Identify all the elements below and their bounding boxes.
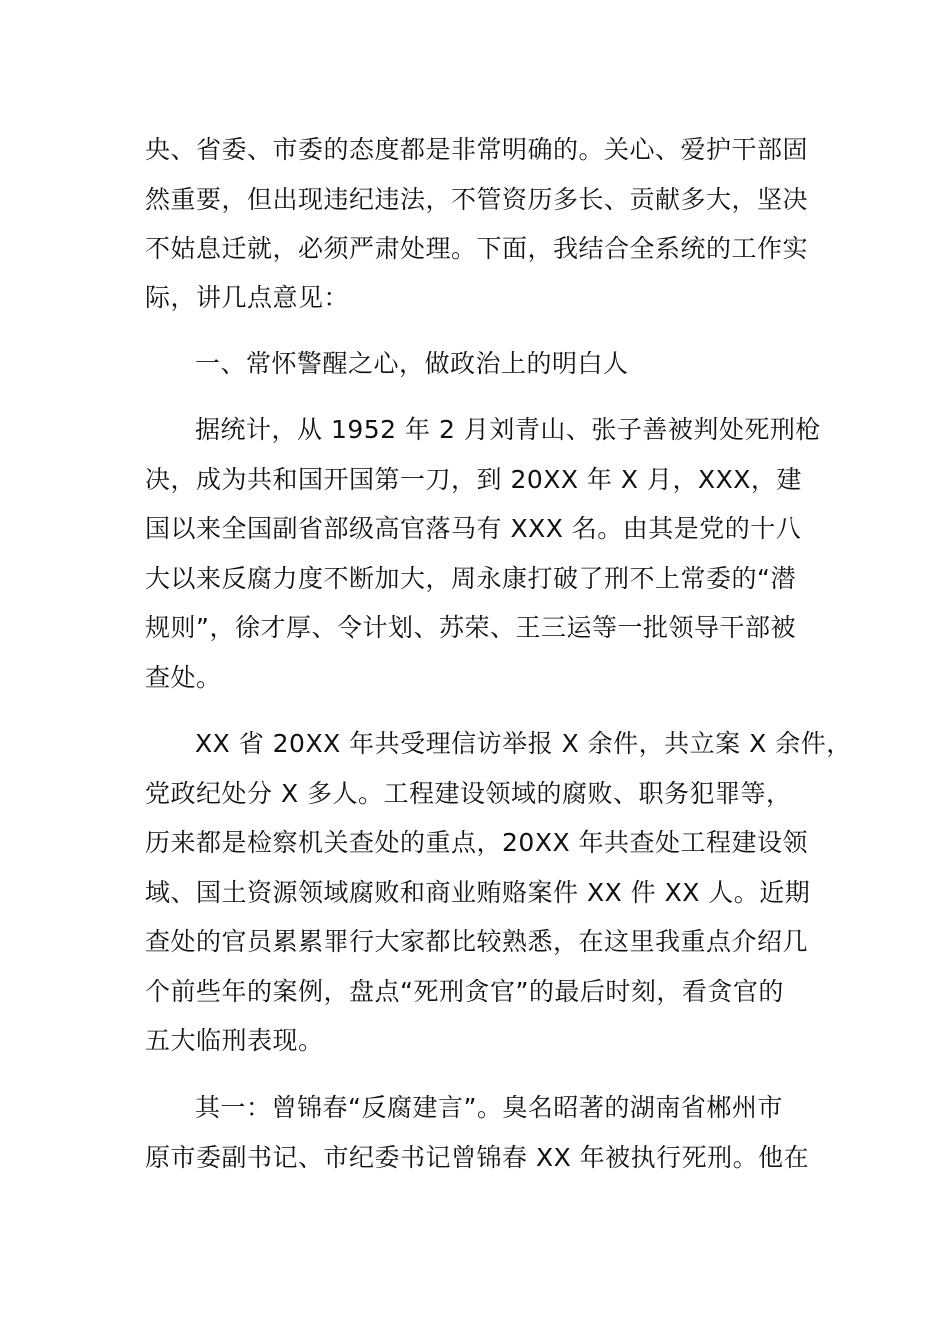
text-line: 查处的官员累累罪行大家都比较熟悉，在这里我重点介绍几 [145, 927, 809, 956]
text-line: 据统计，从 1952 年 2 月刘青山、张子善被判处死刑枪 [195, 415, 821, 444]
text-line: 查处。 [145, 663, 222, 692]
text-line: 其一：曾锦春“反腐建言”。臭名昭著的湖南省郴州市 [195, 1093, 783, 1122]
text-line: 历来都是检察机关查处的重点，20XX 年共查处工程建设领 [145, 828, 809, 857]
section-heading: 一、常怀警醒之心，做政治上的明白人 [195, 349, 629, 378]
text-line: 个前些年的案例，盘点“死刑贪官”的最后时刻，看贪官的 [145, 977, 784, 1006]
text-line: 央、省委、市委的态度都是非常明确的。关心、爱护干部固 [145, 135, 809, 164]
text-line: 国以来全国副省部级高官落马有 XXX 名。由其是党的十八 [145, 514, 802, 543]
text-line: 五大临刑表现。 [145, 1026, 324, 1055]
text-line: 然重要，但出现违纪违法，不管资历多长、贡献多大，坚决 [145, 185, 809, 214]
text-line: 党政纪处分 X 多人。工程建设领域的腐败、职务犯罪等， [145, 779, 792, 808]
text-line: XX 省 20XX 年共受理信访举报 X 余件，共立案 X 余件， [195, 729, 852, 758]
text-line: 决，成为共和国开国第一刀，到 20XX 年 X 月，XXX，建 [145, 465, 802, 494]
text-line: 域、国土资源领域腐败和商业贿赂案件 XX 件 XX 人。近期 [145, 878, 811, 907]
text-line: 际，讲几点意见： [145, 283, 350, 312]
text-line: 不姑息迁就，必须严肃处理。下面，我结合全系统的工作实 [145, 234, 809, 263]
text-line: 原市委副书记、市纪委书记曾锦春 XX 年被执行死刑。他在 [145, 1143, 810, 1172]
text-line: 大以来反腐力度不断加大，周永康打破了刑不上常委的“潜 [145, 564, 796, 593]
text-line: 规则”，徐才厚、令计划、苏荣、王三运等一批领导干部被 [145, 613, 796, 642]
